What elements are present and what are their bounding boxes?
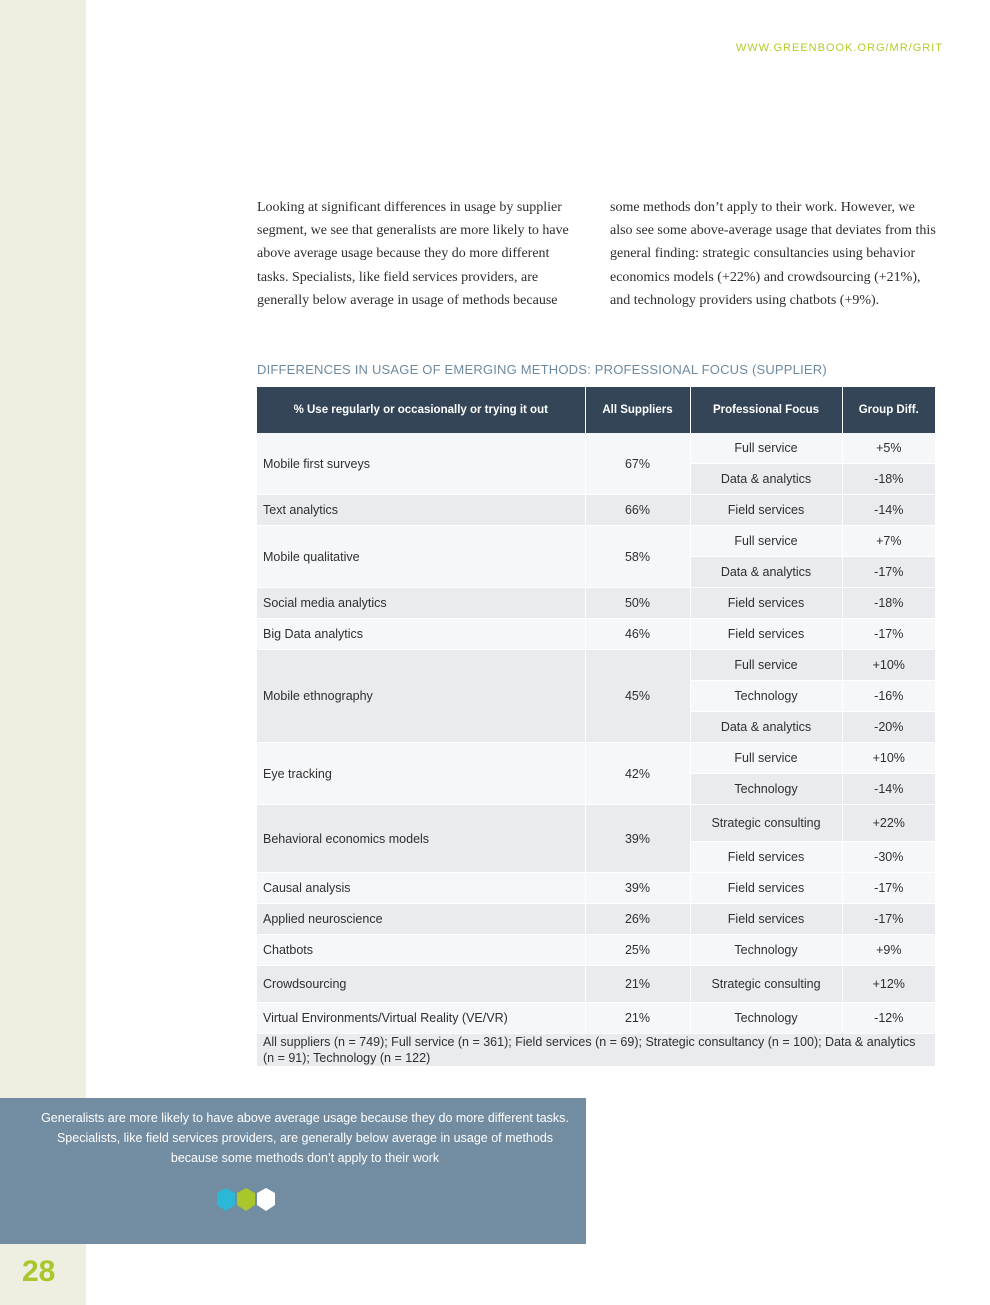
group-diff-value: -12% — [842, 1003, 935, 1034]
group-diff-value: +22% — [842, 805, 935, 842]
all-suppliers-value: 67% — [585, 433, 690, 495]
method-name: Mobile first surveys — [257, 433, 585, 495]
method-name: Causal analysis — [257, 873, 585, 904]
all-suppliers-value: 39% — [585, 873, 690, 904]
page-number: 28 — [22, 1255, 56, 1288]
professional-focus-value: Data & analytics — [690, 464, 842, 495]
professional-focus-value: Full service — [690, 526, 842, 557]
method-name: Text analytics — [257, 495, 585, 526]
group-diff-value: -16% — [842, 681, 935, 712]
professional-focus-value: Field services — [690, 904, 842, 935]
table-row — [257, 805, 935, 842]
all-suppliers-value: 25% — [585, 935, 690, 966]
group-diff-value: +12% — [842, 966, 935, 1003]
all-suppliers-value: 45% — [585, 650, 690, 743]
table-row — [257, 495, 935, 526]
group-diff-value: -14% — [842, 495, 935, 526]
table-row — [257, 966, 935, 1003]
hexagon-green-icon — [237, 1188, 255, 1211]
method-name: Social media analytics — [257, 588, 585, 619]
professional-focus-value: Strategic consulting — [690, 966, 842, 1003]
hexagon-icons — [216, 1187, 286, 1213]
group-diff-value: -18% — [842, 588, 935, 619]
method-name: Applied neuroscience — [257, 904, 585, 935]
all-suppliers-value: 42% — [585, 743, 690, 805]
all-suppliers-value: 66% — [585, 495, 690, 526]
group-diff-value: +9% — [842, 935, 935, 966]
site-url[interactable]: WWW.GREENBOOK.ORG/MR/GRIT — [735, 42, 943, 54]
table-row — [257, 1003, 935, 1034]
table-row — [257, 588, 935, 619]
professional-focus-value: Field services — [690, 588, 842, 619]
all-suppliers-value: 39% — [585, 805, 690, 873]
professional-focus-value: Field services — [690, 873, 842, 904]
header-professional-focus: Professional Focus — [690, 387, 842, 433]
footnote-row — [257, 1034, 935, 1067]
table-body — [257, 433, 935, 1067]
group-diff-value: +10% — [842, 650, 935, 681]
professional-focus-value: Field services — [690, 495, 842, 526]
method-name: Eye tracking — [257, 743, 585, 805]
table-row — [257, 650, 935, 681]
professional-focus-value: Technology — [690, 774, 842, 805]
method-name: Chatbots — [257, 935, 585, 966]
group-diff-value: -17% — [842, 904, 935, 935]
method-name: Mobile ethnography — [257, 650, 585, 743]
group-diff-value: +5% — [842, 433, 935, 464]
professional-focus-value: Field services — [690, 619, 842, 650]
method-name: Mobile qualitative — [257, 526, 585, 588]
all-suppliers-value: 58% — [585, 526, 690, 588]
professional-focus-value: Data & analytics — [690, 712, 842, 743]
header-group-diff: Group Diff. — [842, 387, 935, 433]
table-row — [257, 935, 935, 966]
header-method: % Use regularly or occasionally or trying it out — [257, 387, 585, 433]
hexagon-white-icon — [257, 1188, 275, 1211]
all-suppliers-value: 21% — [585, 966, 690, 1003]
all-suppliers-value: 50% — [585, 588, 690, 619]
professional-focus-value: Strategic consulting — [690, 805, 842, 842]
table-row — [257, 619, 935, 650]
professional-focus-value: Field services — [690, 842, 842, 873]
method-name: Crowdsourcing — [257, 966, 585, 1003]
table-row — [257, 526, 935, 557]
callout-box — [0, 1098, 586, 1244]
group-diff-value: -17% — [842, 557, 935, 588]
professional-focus-value: Full service — [690, 743, 842, 774]
group-diff-value: -17% — [842, 619, 935, 650]
header-all-suppliers: All Suppliers — [585, 387, 690, 433]
table-row — [257, 873, 935, 904]
method-name: Big Data analytics — [257, 619, 585, 650]
group-diff-value: -20% — [842, 712, 935, 743]
group-diff-value: +7% — [842, 526, 935, 557]
group-diff-value: -18% — [842, 464, 935, 495]
intro-paragraph: Looking at significant differences in usage by supplier segment, we see that generalists are more likely to have above average usage because they do more different tasks. Specialists, like field services providers, are generally below average in usage of methods because some methods don’t apply to their work. However, we also see some above-average usage that deviates from this general finding: strategic consultancies using behavior economics models (+22%) and crowdsourcing (+21%), and technology providers using chatbots (+9%). — [257, 200, 936, 308]
group-diff-value: +10% — [842, 743, 935, 774]
professional-focus-value: Data & analytics — [690, 557, 842, 588]
group-diff-value: -30% — [842, 842, 935, 873]
table-row — [257, 904, 935, 935]
usage-table — [257, 387, 935, 1067]
professional-focus-value: Full service — [690, 650, 842, 681]
method-name: Virtual Environments/Virtual Reality (VE/VR) — [257, 1003, 585, 1034]
callout-text: Generalists are more likely to have above average usage because they do more different tasks. Specialists, like field services providers, are generally below average in usage of methods because some methods don’t apply to their work — [41, 1111, 569, 1165]
professional-focus-value: Technology — [690, 681, 842, 712]
all-suppliers-value: 21% — [585, 1003, 690, 1034]
method-name: Behavioral economics models — [257, 805, 585, 873]
group-diff-value: -14% — [842, 774, 935, 805]
table-row — [257, 433, 935, 464]
table-title: DIFFERENCES IN USAGE OF EMERGING METHODS: PROFESSIONAL FOCUS (SUPPLIER) — [257, 362, 827, 377]
professional-focus-value: Full service — [690, 433, 842, 464]
table-header-row — [257, 387, 935, 433]
table-footnote: All suppliers (n = 749); Full service (n = 361); Field services (n = 69); Strategic consultancy (n = 100); Data & analytics (n = 91); Technology (n = 122) — [257, 1034, 935, 1067]
professional-focus-value: Technology — [690, 1003, 842, 1034]
hexagon-blue-icon — [217, 1188, 235, 1211]
table-row — [257, 743, 935, 774]
professional-focus-value: Technology — [690, 935, 842, 966]
all-suppliers-value: 26% — [585, 904, 690, 935]
all-suppliers-value: 46% — [585, 619, 690, 650]
group-diff-value: -17% — [842, 873, 935, 904]
